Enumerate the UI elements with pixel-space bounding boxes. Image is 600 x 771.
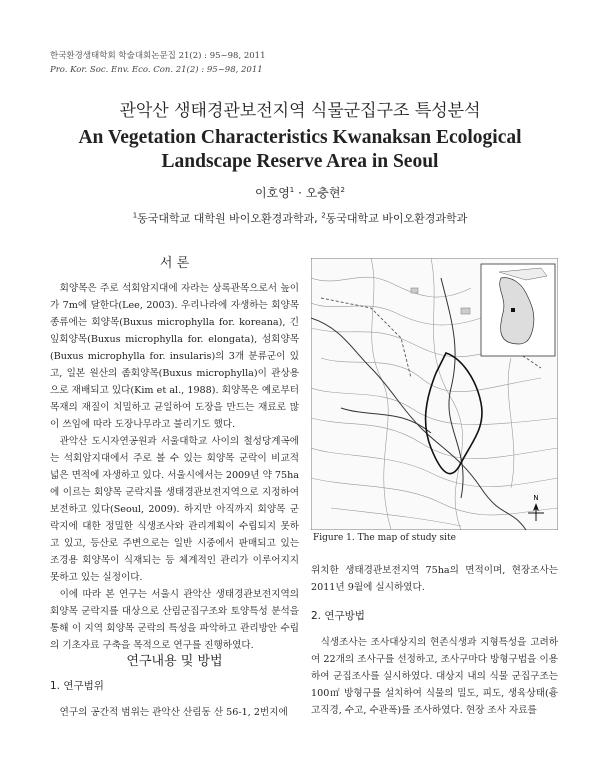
journal-line-en: Pro. Kor. Soc. Env. Eco. Con. 21(2) : 95~98, 2011 — [50, 65, 263, 75]
north-label: N — [533, 494, 539, 502]
intro-paragraph-1: 회양목은 주로 석회암지대에 자라는 상록관목으로서 높이가 7m에 달한다(Lee, 2003). 우리나라에 자생하는 회양목 종류에는 회양목(Buxus microphylla for. koreana), 긴잎회양목(Buxus microphylla for. elongata), 섬회양목(Buxus microphylla for. insularis)의 3개 분류군이 있고, 일본 원산의 좀회양목(Buxus microphylla)이 관상용으로 재배되고 있다(Kim et al., 1988). 회양목은 예로부터 목재의 재질이 치밀하고 균일하여 도장을 만드는 재료로 많이 쓰임에 따라 도장나무라고 불리기도 했다. — [50, 283, 299, 430]
affiliations — [0, 210, 600, 226]
title-english-line2: Landscape Reserve Area in Seoul — [161, 151, 439, 172]
study-site-map — [311, 258, 558, 530]
methods-section — [50, 653, 299, 721]
intro-section — [50, 255, 299, 654]
methods-sub-scope: 1. 연구범위 — [50, 680, 104, 692]
methods-heading: 연구내용 및 방법 — [126, 654, 223, 669]
figure-caption: Figure 1. The map of study site — [313, 533, 456, 543]
affil-1-sup: 1 — [132, 211, 138, 220]
methods-paragraph-1: 연구의 공간적 범위는 관악산 산림동 산 56-1, 2번지에 — [59, 707, 288, 718]
title-english-line1: An Vegetation Characteristics Kwanaksan Ecological — [78, 127, 522, 148]
affil-2: 동국대학교 바이오환경과학과 — [325, 212, 468, 225]
journal-header — [50, 49, 265, 77]
author-separator: · — [294, 186, 306, 200]
author-1: 이호영 — [255, 186, 290, 200]
authors — [0, 184, 600, 201]
affil-2-sup: 2 — [321, 211, 326, 220]
methods-section-continued — [311, 562, 558, 719]
author-2-sup: 2 — [340, 186, 345, 194]
methods-sub-methods: 2. 연구방법 — [311, 610, 365, 622]
intro-heading: 서 론 — [159, 256, 190, 271]
affil-1: 동국대학교 대학원 바이오환경과학과, — [137, 212, 322, 225]
author-1-sup: 1 — [289, 186, 295, 194]
methods-paragraph-2: 식생조사는 조사대상지의 현존식생과 지형특성을 고려하여 22개의 조사구를 선정하고, 조사구마다 방형구법을 이용하여 군집조사를 실시하였다. 대상지 내의 식물 군집구조는 100㎡ 방형구를 설치하여 식물의 밀도, 피도, 생육상태(흉고직경, 수고, 수관폭)를 조사하였다. 현장 조사 자료를 — [311, 637, 558, 716]
methods-paragraph-1-continued: 위치한 생태경관보전지역 75ha의 면적이며, 현장조사는 2011년 9월에 실시하였다. — [311, 565, 558, 593]
study-site-map-graphic — [311, 258, 558, 530]
intro-paragraph-3: 이에 따라 본 연구는 서울시 관악산 생태경관보전지역의 회양목 군락지를 대상으로 산림군집구조와 토양특성 분석을 통해 이 지역 회양목 군락의 특성을 파악하고 관리방안 수립의 기초자료 구축을 목적으로 연구를 진행하였다. — [50, 589, 299, 651]
title-english — [0, 126, 600, 174]
author-2: 오충현 — [305, 186, 341, 200]
title-korean: 관악산 생태경관보전지역 식물군집구조 특성분석 — [119, 101, 481, 121]
intro-paragraph-2: 관악산 도시자연공원과 서울대학교 사이의 철성당계곡에는 석회암지대에서 주로 볼 수 있는 회양목 군락이 비교적 넓은 면적에 자생하고 있다. 서울시에서는 2009년 약 75ha에 이르는 회양목 군락지를 생태경관보전지역으로 지정하여 보전하고 있다(Seoul, 2009). 하지만 아직까지 회양목 군락지에 대한 정밀한 식생조사와 관리계획이 수립되지 못하고 있고, 등산로 주변으로는 일반 시중에서 판매되고 있는 조경용 회양목이 식재되는 등 체계적인 관리가 이루어지지 못하고 있는 실정이다. — [50, 436, 300, 583]
journal-line-ko: 한국환경생태학회 학술대회논문집 21(2) : 95~98, 2011 — [50, 51, 266, 61]
